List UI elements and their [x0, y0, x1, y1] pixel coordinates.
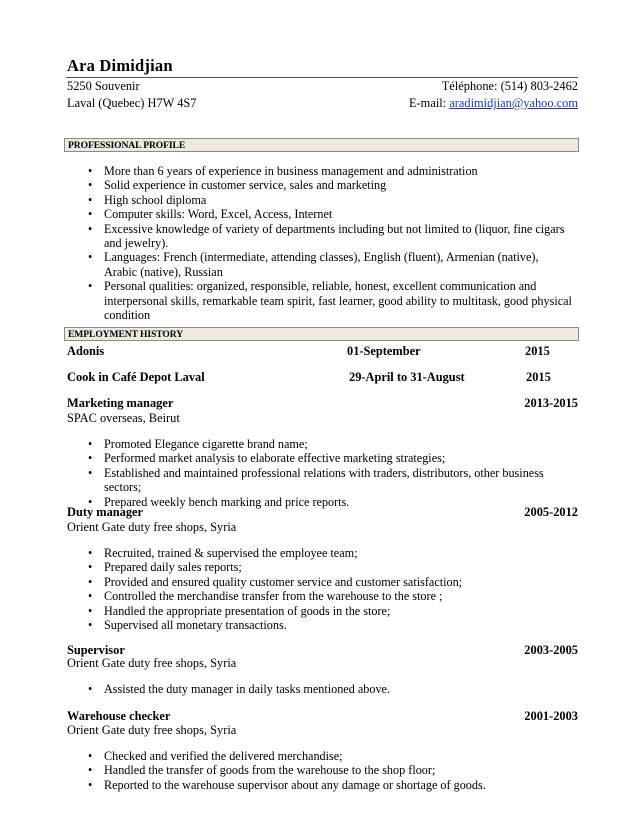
job-title: Supervisor	[67, 643, 125, 657]
list-item: • Prepared weekly bench marking and price reports.	[88, 494, 350, 509]
list-item: • Assisted the duty manager in daily tasks mentioned above.	[88, 682, 391, 696]
bullet-icon: •	[88, 494, 93, 509]
job-title: Duty manager	[67, 505, 144, 519]
job-dates-cook: 29-April to 31-August	[349, 370, 465, 384]
list-item: • Computer skills: Word, Excel, Access, Internet	[88, 207, 333, 222]
bullet-icon: •	[88, 574, 93, 589]
list-item: • Controlled the merchandise transfer from the warehouse to the store ;	[88, 589, 443, 604]
address-line-1: 5250 Souvenir	[67, 79, 140, 93]
job-duties-list	[88, 749, 574, 792]
list-item: • Personal qualities: organized, responsible, reliable, honest, excellent communication and interpersonal skills, remarkable team spirit, fast learner, good ability to multitask, good physical condition	[88, 279, 572, 323]
list-item: • More than 6 years of experience in business management and administration	[88, 164, 478, 178]
list-item: • Prepared daily sales reports;	[88, 560, 242, 575]
phone: Téléphone: (514) 803-2462	[441, 79, 578, 93]
bullet-icon: •	[88, 437, 93, 451]
job-title-adonis: Adonis	[67, 344, 105, 358]
bullet-icon: •	[88, 207, 93, 222]
job-duties-list	[88, 546, 574, 632]
bullet-icon: •	[88, 763, 93, 778]
list-item: • Provided and ensured quality customer service and customer satisfaction;	[88, 574, 463, 589]
bullet-icon: •	[88, 560, 93, 575]
job-years: 2013-2015	[524, 396, 578, 410]
bullet-icon: •	[88, 178, 93, 193]
bullet-icon: •	[88, 546, 93, 560]
list-item: • Languages: French (intermediate, attending classes), English (fluent), Armenian (native), Arabic (native), Russian	[88, 250, 539, 279]
bullet-icon: •	[88, 192, 93, 207]
applicant-name: Ara Dimidjian	[67, 56, 173, 75]
job-year-cook: 2015	[526, 370, 551, 384]
bullet-icon: •	[88, 221, 93, 236]
list-item: • Performed market analysis to elaborate effective marketing strategies;	[88, 451, 446, 466]
email-line	[409, 96, 578, 111]
list-item: • Reported to the warehouse supervisor about any damage or shortage of goods.	[88, 777, 486, 792]
bullet-icon: •	[88, 164, 93, 178]
job-duties-list	[88, 682, 574, 696]
list-item: • Handled the appropriate presentation of goods in the store;	[88, 603, 391, 618]
job-company: Orient Gate duty free shops, Syria	[67, 520, 237, 534]
list-item: • Established and maintained professional relations with traders, distributors, other business sectors;	[88, 465, 544, 495]
address-line-2: Laval (Quebec) H7W 4S7	[67, 96, 197, 110]
bullet-icon: •	[88, 279, 93, 294]
bullet-icon: •	[88, 777, 93, 792]
bullet-icon: •	[88, 250, 93, 265]
job-years: 2005-2012	[524, 505, 578, 519]
email-label: E-mail:	[408, 96, 450, 110]
job-year-adonis: 2015	[525, 344, 550, 358]
bullet-icon: •	[88, 682, 93, 696]
list-item: • Excessive knowledge of variety of departments including but not limited to (liquor, fine cigars and jewelry).	[88, 221, 565, 251]
profile-list	[88, 164, 574, 322]
job-company: SPAC overseas, Beirut	[67, 411, 180, 425]
job-title: Warehouse checker	[67, 709, 171, 723]
email-link[interactable]: aradimidjian@yahoo.com	[449, 96, 578, 110]
job-title: Marketing manager	[67, 396, 174, 410]
list-item: • Checked and verified the delivered merchandise;	[88, 749, 343, 763]
list-item: • Handled the transfer of goods from the warehouse to the shop floor;	[88, 763, 436, 778]
section-header-profile	[64, 138, 579, 152]
job-years: 2003-2005	[524, 643, 578, 657]
section-title-employment: EMPLOYMENT HISTORY	[68, 329, 184, 340]
bullet-icon: •	[88, 451, 93, 466]
job-dates-adonis: 01-September	[347, 344, 421, 358]
list-item: • Promoted Elegance cigarette brand name;	[88, 437, 308, 451]
bullet-icon: •	[88, 465, 93, 480]
job-title-cook: Cook in Café Depot Laval	[67, 370, 205, 384]
list-item: • Solid experience in customer service, sales and marketing	[88, 178, 387, 193]
job-duties-list	[88, 437, 574, 509]
list-item: • Supervised all monetary transactions.	[88, 618, 287, 633]
header-rule	[66, 77, 578, 78]
list-item: • Recruited, trained & supervised the employee team;	[88, 546, 358, 560]
job-years: 2001-2003	[524, 709, 578, 723]
section-title-profile: PROFESSIONAL PROFILE	[68, 140, 186, 151]
bullet-icon: •	[88, 603, 93, 618]
list-item: • High school diploma	[88, 192, 207, 207]
section-header-employment	[64, 327, 579, 341]
bullet-icon: •	[88, 589, 93, 604]
bullet-icon: •	[88, 749, 93, 763]
job-company: Orient Gate duty free shops, Syria	[67, 723, 237, 737]
job-company: Orient Gate duty free shops, Syria	[67, 656, 237, 670]
bullet-icon: •	[88, 618, 93, 633]
